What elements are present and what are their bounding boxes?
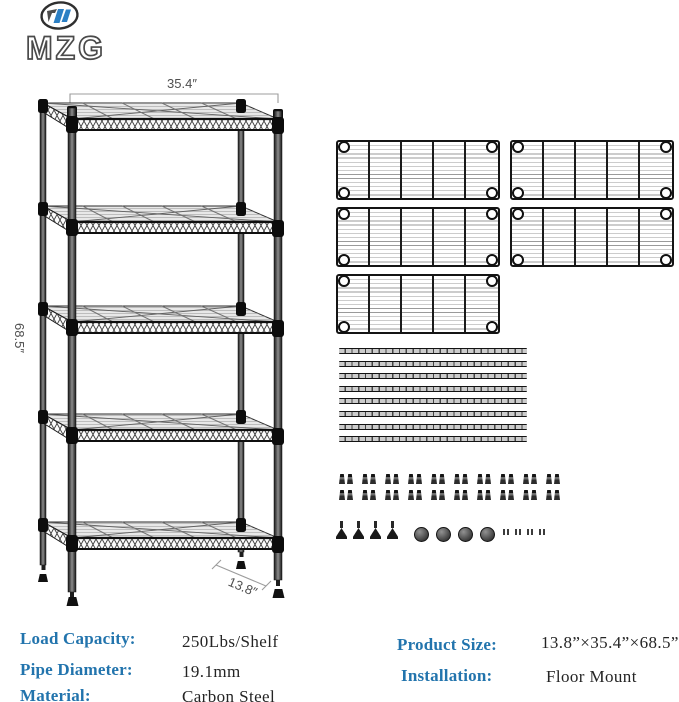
support-pole [339, 361, 527, 367]
spare-pin [527, 529, 533, 535]
shelf-panels-group [336, 140, 679, 334]
shelf-sleeve-clip [408, 490, 414, 500]
post-collar [66, 427, 78, 444]
shelf-sleeve-clip [485, 490, 491, 500]
corner-collar-ring [512, 187, 524, 199]
panel-strut [368, 209, 370, 265]
clip-pair [431, 474, 445, 484]
clip-pair [500, 474, 514, 484]
post-collar [272, 536, 284, 553]
post-collar [272, 220, 284, 237]
support-pole [339, 411, 527, 417]
spec-label-product-size: Product Size: [397, 635, 498, 654]
shelf-sleeve-clip [531, 474, 537, 484]
post-collar [272, 117, 284, 134]
spec-value-product-size: 13.8”×35.4”×68.5” [541, 633, 679, 652]
post-collar [236, 99, 246, 113]
panel-strut [606, 209, 608, 265]
clip-pair [477, 474, 491, 484]
post-collar [272, 428, 284, 445]
post-collar [38, 302, 48, 316]
shelf-sleeve-clip [439, 474, 445, 484]
clip-pair [408, 490, 422, 500]
shelf-sleeve-clip [500, 474, 506, 484]
panel-strut [400, 276, 402, 332]
clip-pair [546, 490, 560, 500]
poles-group [339, 348, 527, 449]
corner-collar-ring [338, 321, 350, 333]
depth-dimension-label: 13.8″ [226, 574, 260, 600]
corner-collar-ring [486, 275, 498, 287]
clip-pair [339, 490, 353, 500]
wire-shelf-panel [336, 140, 500, 200]
corner-collar-ring [338, 208, 350, 220]
post-collar [38, 518, 48, 532]
corner-collar-ring [660, 141, 672, 153]
spec-value-installation: Floor Mount [546, 667, 637, 686]
clip-pair [546, 474, 560, 484]
post-collar [236, 410, 246, 424]
panel-strut [368, 142, 370, 198]
shelf-sleeve-clip [523, 474, 529, 484]
corner-collar-ring [512, 254, 524, 266]
shelf-sleeve-clip [462, 474, 468, 484]
shelf-sleeve-clip [370, 490, 376, 500]
wire-shelf-panel [336, 207, 500, 267]
shelf-sleeve-clip [554, 490, 560, 500]
clip-pair [454, 490, 468, 500]
pins-group [503, 529, 545, 535]
corner-collar-ring [338, 187, 350, 199]
corner-collar-ring [486, 141, 498, 153]
panel-strut [542, 209, 544, 265]
spare-pin [503, 529, 509, 535]
corner-collar-ring [660, 187, 672, 199]
panel-strut [464, 209, 466, 265]
clip-pair [362, 474, 376, 484]
panel-strut [432, 142, 434, 198]
logo-mark-icon [40, 1, 79, 31]
spec-value-load-capacity: 250Lbs/Shelf [182, 632, 279, 651]
clips-group [339, 474, 560, 506]
height-dimension-label: 68.5″ [12, 323, 27, 353]
panel-strut [464, 142, 466, 198]
shelf-sleeve-clip [393, 490, 399, 500]
panel-strut [638, 209, 640, 265]
support-pole [339, 373, 527, 379]
clip-pair [385, 474, 399, 484]
corner-collar-ring [512, 141, 524, 153]
brand-name: MZG [26, 30, 106, 66]
shelf-sleeve-clip [347, 490, 353, 500]
shelf-sleeve-clip [546, 474, 552, 484]
shelf-sleeve-clip [485, 474, 491, 484]
shelving-unit-drawing [0, 0, 330, 650]
panel-strut [574, 142, 576, 198]
width-dimension [70, 76, 278, 103]
shelf-sleeve-clip [339, 490, 345, 500]
width-dimension-label: 35.4″ [167, 76, 197, 91]
leveling-foot [387, 521, 398, 541]
clip-pair [523, 474, 537, 484]
wire-shelf-panel [510, 140, 674, 200]
shelf-sleeve-clip [546, 490, 552, 500]
corner-collar-ring [486, 321, 498, 333]
spec-label-pipe-diameter: Pipe Diameter: [20, 660, 133, 679]
post-collar [66, 116, 78, 133]
clip-row [339, 474, 560, 484]
end-cap [480, 527, 495, 542]
panel-strut [606, 142, 608, 198]
panel-strut [400, 142, 402, 198]
support-pole [339, 436, 527, 442]
shelf-sleeve-clip [393, 474, 399, 484]
shelf-sleeve-clip [431, 490, 437, 500]
shelf-sleeve-clip [454, 490, 460, 500]
spec-value-material: Carbon Steel [182, 687, 276, 702]
shelf-sleeve-clip [416, 474, 422, 484]
post-collar [236, 518, 246, 532]
feet-group [336, 521, 398, 541]
clip-pair [362, 490, 376, 500]
post-collar [38, 410, 48, 424]
shelf-sleeve-clip [431, 474, 437, 484]
leveling-foot [336, 521, 347, 541]
panel-strut [638, 142, 640, 198]
corner-collar-ring [660, 208, 672, 220]
corner-collar-ring [338, 141, 350, 153]
leveling-foot [353, 521, 364, 541]
shelf-sleeve-clip [385, 490, 391, 500]
shelf-sleeve-clip [462, 490, 468, 500]
clip-pair [454, 474, 468, 484]
support-pole [339, 348, 527, 354]
post-collar [236, 202, 246, 216]
corner-collar-ring [338, 275, 350, 287]
shelf-sleeve-clip [508, 490, 514, 500]
clip-row [339, 490, 560, 500]
clip-pair [500, 490, 514, 500]
wire-shelf-panel [510, 207, 674, 267]
caps-group [414, 527, 495, 542]
shelf-sleeve-clip [439, 490, 445, 500]
shelf-sleeve-clip [339, 474, 345, 484]
spare-pin [515, 529, 521, 535]
shelf-sleeve-clip [477, 474, 483, 484]
post-collar [38, 202, 48, 216]
clip-pair [431, 490, 445, 500]
end-cap [458, 527, 473, 542]
clip-pair [408, 474, 422, 484]
shelf-sleeve-clip [554, 474, 560, 484]
shelf-sleeve-clip [508, 474, 514, 484]
spec-label-load-capacity: Load Capacity: [20, 629, 136, 648]
post-collar [272, 320, 284, 337]
clip-pair [523, 490, 537, 500]
spec-label-material: Material: [20, 686, 91, 702]
corner-collar-ring [486, 254, 498, 266]
corner-collar-ring [512, 208, 524, 220]
support-pole [339, 398, 527, 404]
panel-strut [574, 209, 576, 265]
leveling-foot [370, 521, 381, 541]
wire-shelf-panel [336, 274, 500, 334]
panel-strut [400, 209, 402, 265]
corner-collar-ring [660, 254, 672, 266]
post-collar [38, 99, 48, 113]
post-collar [236, 302, 246, 316]
clip-pair [339, 474, 353, 484]
shelf-sleeve-clip [362, 490, 368, 500]
shelf-sleeve-clip [408, 474, 414, 484]
panel-strut [432, 209, 434, 265]
parts-breakdown [336, 140, 679, 570]
corner-collar-ring [338, 254, 350, 266]
shelf-sleeve-clip [416, 490, 422, 500]
spare-pin [539, 529, 545, 535]
post-collar [66, 535, 78, 552]
shelf-sleeve-clip [347, 474, 353, 484]
shelf-sleeve-clip [362, 474, 368, 484]
panel-strut [368, 276, 370, 332]
shelf-sleeve-clip [531, 490, 537, 500]
shelf-sleeve-clip [477, 490, 483, 500]
shelf-sleeve-clip [500, 490, 506, 500]
end-cap [414, 527, 429, 542]
shelf-sleeve-clip [370, 474, 376, 484]
corner-collar-ring [486, 208, 498, 220]
post-collar [66, 319, 78, 336]
panel-strut [542, 142, 544, 198]
corner-collar-ring [486, 187, 498, 199]
shelf-sleeve-clip [454, 474, 460, 484]
spec-label-installation: Installation: [401, 666, 493, 685]
clip-pair [477, 490, 491, 500]
shelf-sleeve-clip [523, 490, 529, 500]
brand-logo [14, 0, 144, 68]
post-collar [66, 219, 78, 236]
clip-pair [385, 490, 399, 500]
support-pole [339, 424, 527, 430]
panel-strut [432, 276, 434, 332]
support-pole [339, 386, 527, 392]
end-cap [436, 527, 451, 542]
panel-strut [464, 276, 466, 332]
shelf-sleeve-clip [385, 474, 391, 484]
spec-value-pipe-diameter: 19.1mm [182, 662, 241, 681]
